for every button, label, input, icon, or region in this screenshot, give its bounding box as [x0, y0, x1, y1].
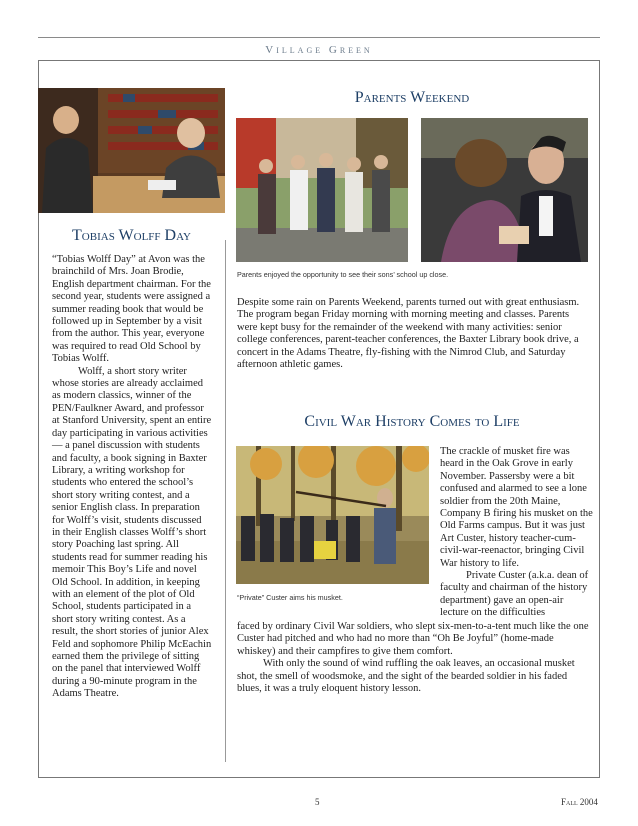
parents-weekend-body: Despite some rain on Parents Weekend, parents turned out with great enthusiasm. The program began Friday morning with morning meeting and classes. Parents were kept busy for the remainder of the weekend with many activities: senior college conferences, parent-teacher conferences, the Baxter Library book drive, a concert in the Adams Theatre, fly-fishing with the Nimrod Club, and Saturday afternoon athletic games.	[237, 297, 580, 371]
tobias-wolff-day-heading: Tobias Wolff Day	[72, 227, 191, 244]
parents-caption: Parents enjoyed the opportunity to see their sons’ school up close.	[237, 270, 449, 279]
parents-meeting-photo	[421, 118, 588, 262]
top-rule	[38, 37, 600, 38]
civil-war-side-text	[440, 446, 594, 620]
masthead: Village Green	[265, 44, 373, 56]
parents-weekend-heading: Parents Weekend	[354, 89, 470, 106]
civil-war-photo	[236, 446, 429, 584]
civil-war-bottom-text	[237, 621, 591, 695]
page-number: 5	[315, 797, 320, 807]
issue-label: Fall 2004	[561, 797, 598, 807]
civil-war-paragraph-1: The crackle of musket fire was heard in the Oak Grove in early November. Passersby were a bit confused and alarmed to see a lone soldier from the 20th Maine, Company B firing his musket on the Old Farms campus. But it was just Art Custer, history teacher-cum-civil-war-reenactor, bringing Civil War history to life.	[440, 446, 593, 569]
civil-war-paragraph-2: Private Custer (a.k.a. dean of faculty and chairman of the history department) gave an open-air lecture on the difficulties	[440, 570, 589, 619]
tobias-paragraph-1: “Tobias Wolff Day” at Avon was the brainchild of Mrs. Joan Brodie, English department chairman. For the second year, students were assigned a summer reading book that would be followed up in September by a visit from the author. This year, everyone was required to read Old School by Tobias Wolff.	[52, 254, 211, 365]
tobias-wolff-text	[52, 254, 212, 701]
tobias-paragraph-2: Wolff, a short story writer whose stories are already acclaimed as modern classics, winner of the PEN/Faulkner Award, and professor at Stanford University, spent an entire day participating in various activities — a panel discussion with students and faculty, a book signing in Baxter Library, a writing workshop for students who entered the school’s short story writing contest, and a senior English class. In preparation for Wolff’s visit, students discussed in their English classes Wolff’s short story Poaching last spring. All students read for summer reading his memoir This Boy’s Life and novel Old School. In addition, in keeping with an element of the plot of Old School, students participated in a short story writing contest. As a result, the short stories of junior Alex Feld and sophomore Philip McEachin earned them the privilege of sitting on the panel that interviewed Wolff during a 90-minute program in the Adams Theatre.	[52, 365, 212, 700]
civil-war-caption: “Private” Custer aims his musket.	[237, 593, 343, 602]
civil-war-paragraph-4: With only the sound of wind ruffling the oak leaves, an occasional musket shot, the smell of woodsmoke, and the sight of the bearded soldier in his faded blues, it was a truly eloquent history lesson.	[237, 658, 575, 695]
parents-walking-photo	[236, 118, 408, 262]
library-photo	[38, 88, 225, 213]
civil-war-paragraph-3: faced by ordinary Civil War soldiers, who slept six-men-to-a-tent much like the one Custer had pitched and who had no more than “Oh Be Joyful” (home-made whiskey) and their campfires to give them comfort.	[237, 621, 589, 657]
column-divider	[225, 240, 226, 762]
civil-war-heading: Civil War History Comes to Life	[304, 413, 520, 430]
